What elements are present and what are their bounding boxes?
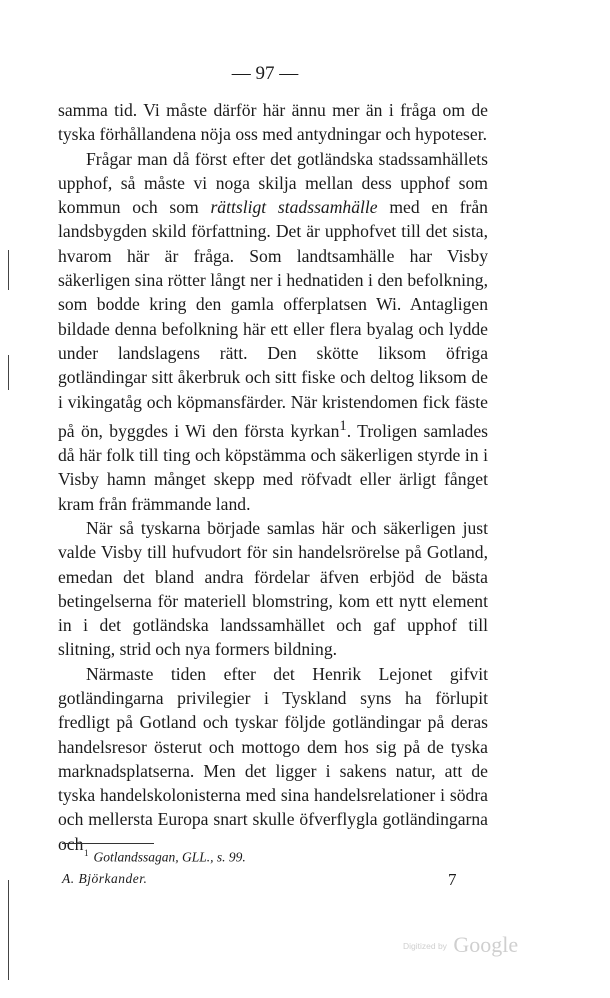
signature-mark: A. Björkander. <box>62 871 148 886</box>
page-number: — 97 — <box>231 63 299 84</box>
paragraph: När så tyskarna började samlas här och säkerligen just valde Visby till hufvudort för sin handelsrörelse på Gotland, emedan det bland andra fördelar äfven erbjöd de bästa betingelserna för materiell blomstring, kom ett nytt element in i det gotländska landssamhället och gaf upphof till slitning, strid och nya formers bildning. <box>58 517 488 660</box>
paragraph-text: . Troligen samlades då här folk till ting och köpstämma och säkerligen styrde in i Visby hamn månget skepp med röfvadt eller ärligt fånget kram från främmande land. <box>58 420 488 514</box>
body-text <box>58 98 488 856</box>
paragraph-text: med en från landsbygden skild författning. Det är upphofvet till det sista, hvarom här är fråga. Som landtsamhälle har Visby säkerligen sina rötter långt ner i hednatiden i den befolkning, som bodde kring den gamla offerplatsen Wi. Antagligen bildade denna befolkning här ett eller flera byalag och lydde under landslagens rätt. Den skötte liksom öfriga gotländingar sitt åkerbruk och sitt fiske och deltog liksom de i vikingatåg och köpmansfärder. När kristendomen fick fäste på ön, byggdes i Wi den första kyrkan <box>58 197 488 441</box>
paragraph-text: Frågar man då först efter det gotländska stadssamhällets upphof, så måste vi noga skilja mellan dess upphof som kommun och som <box>58 148 488 218</box>
footnote-marker: 1 <box>84 848 89 858</box>
footnote <box>84 848 246 866</box>
italic-term: rättsligt stadssamhälle <box>210 197 378 218</box>
watermark-prefix: Digitized by <box>403 941 447 951</box>
scan-edge-mark <box>8 250 9 290</box>
paragraph <box>58 147 488 516</box>
watermark-brand: Google <box>453 932 519 957</box>
paragraph: samma tid. Vi måste därför här ännu mer än i fråga om de tyska förhållandena nöja oss med antydningar och hypoteser. <box>58 100 488 145</box>
footnote-divider <box>62 843 154 844</box>
paragraph: Närmaste tiden efter det Henrik Lejonet gifvit gotländingarna privilegier i Tyskland syns ha förlupit fredligt på Gotland och tyskar följde gotländingar på deras handelsresor österut och mottogo dem hos sig på de tyska marknadsplatserna. Men det ligger i sakens natur, att de tyska handelskolonisterna med sina handelsrelationer i södra och mellersta Europa snart skulle öfverflygla gotländingarna och <box>58 663 488 854</box>
footnote-reference: 1 <box>339 417 347 434</box>
scan-edge-mark <box>8 355 9 390</box>
digitized-by-watermark <box>403 932 518 958</box>
sheet-number: 7 <box>448 870 457 889</box>
scan-edge-mark <box>8 880 9 980</box>
footnote-text: Gotlandssagan, GLL., s. 99. <box>93 849 246 865</box>
